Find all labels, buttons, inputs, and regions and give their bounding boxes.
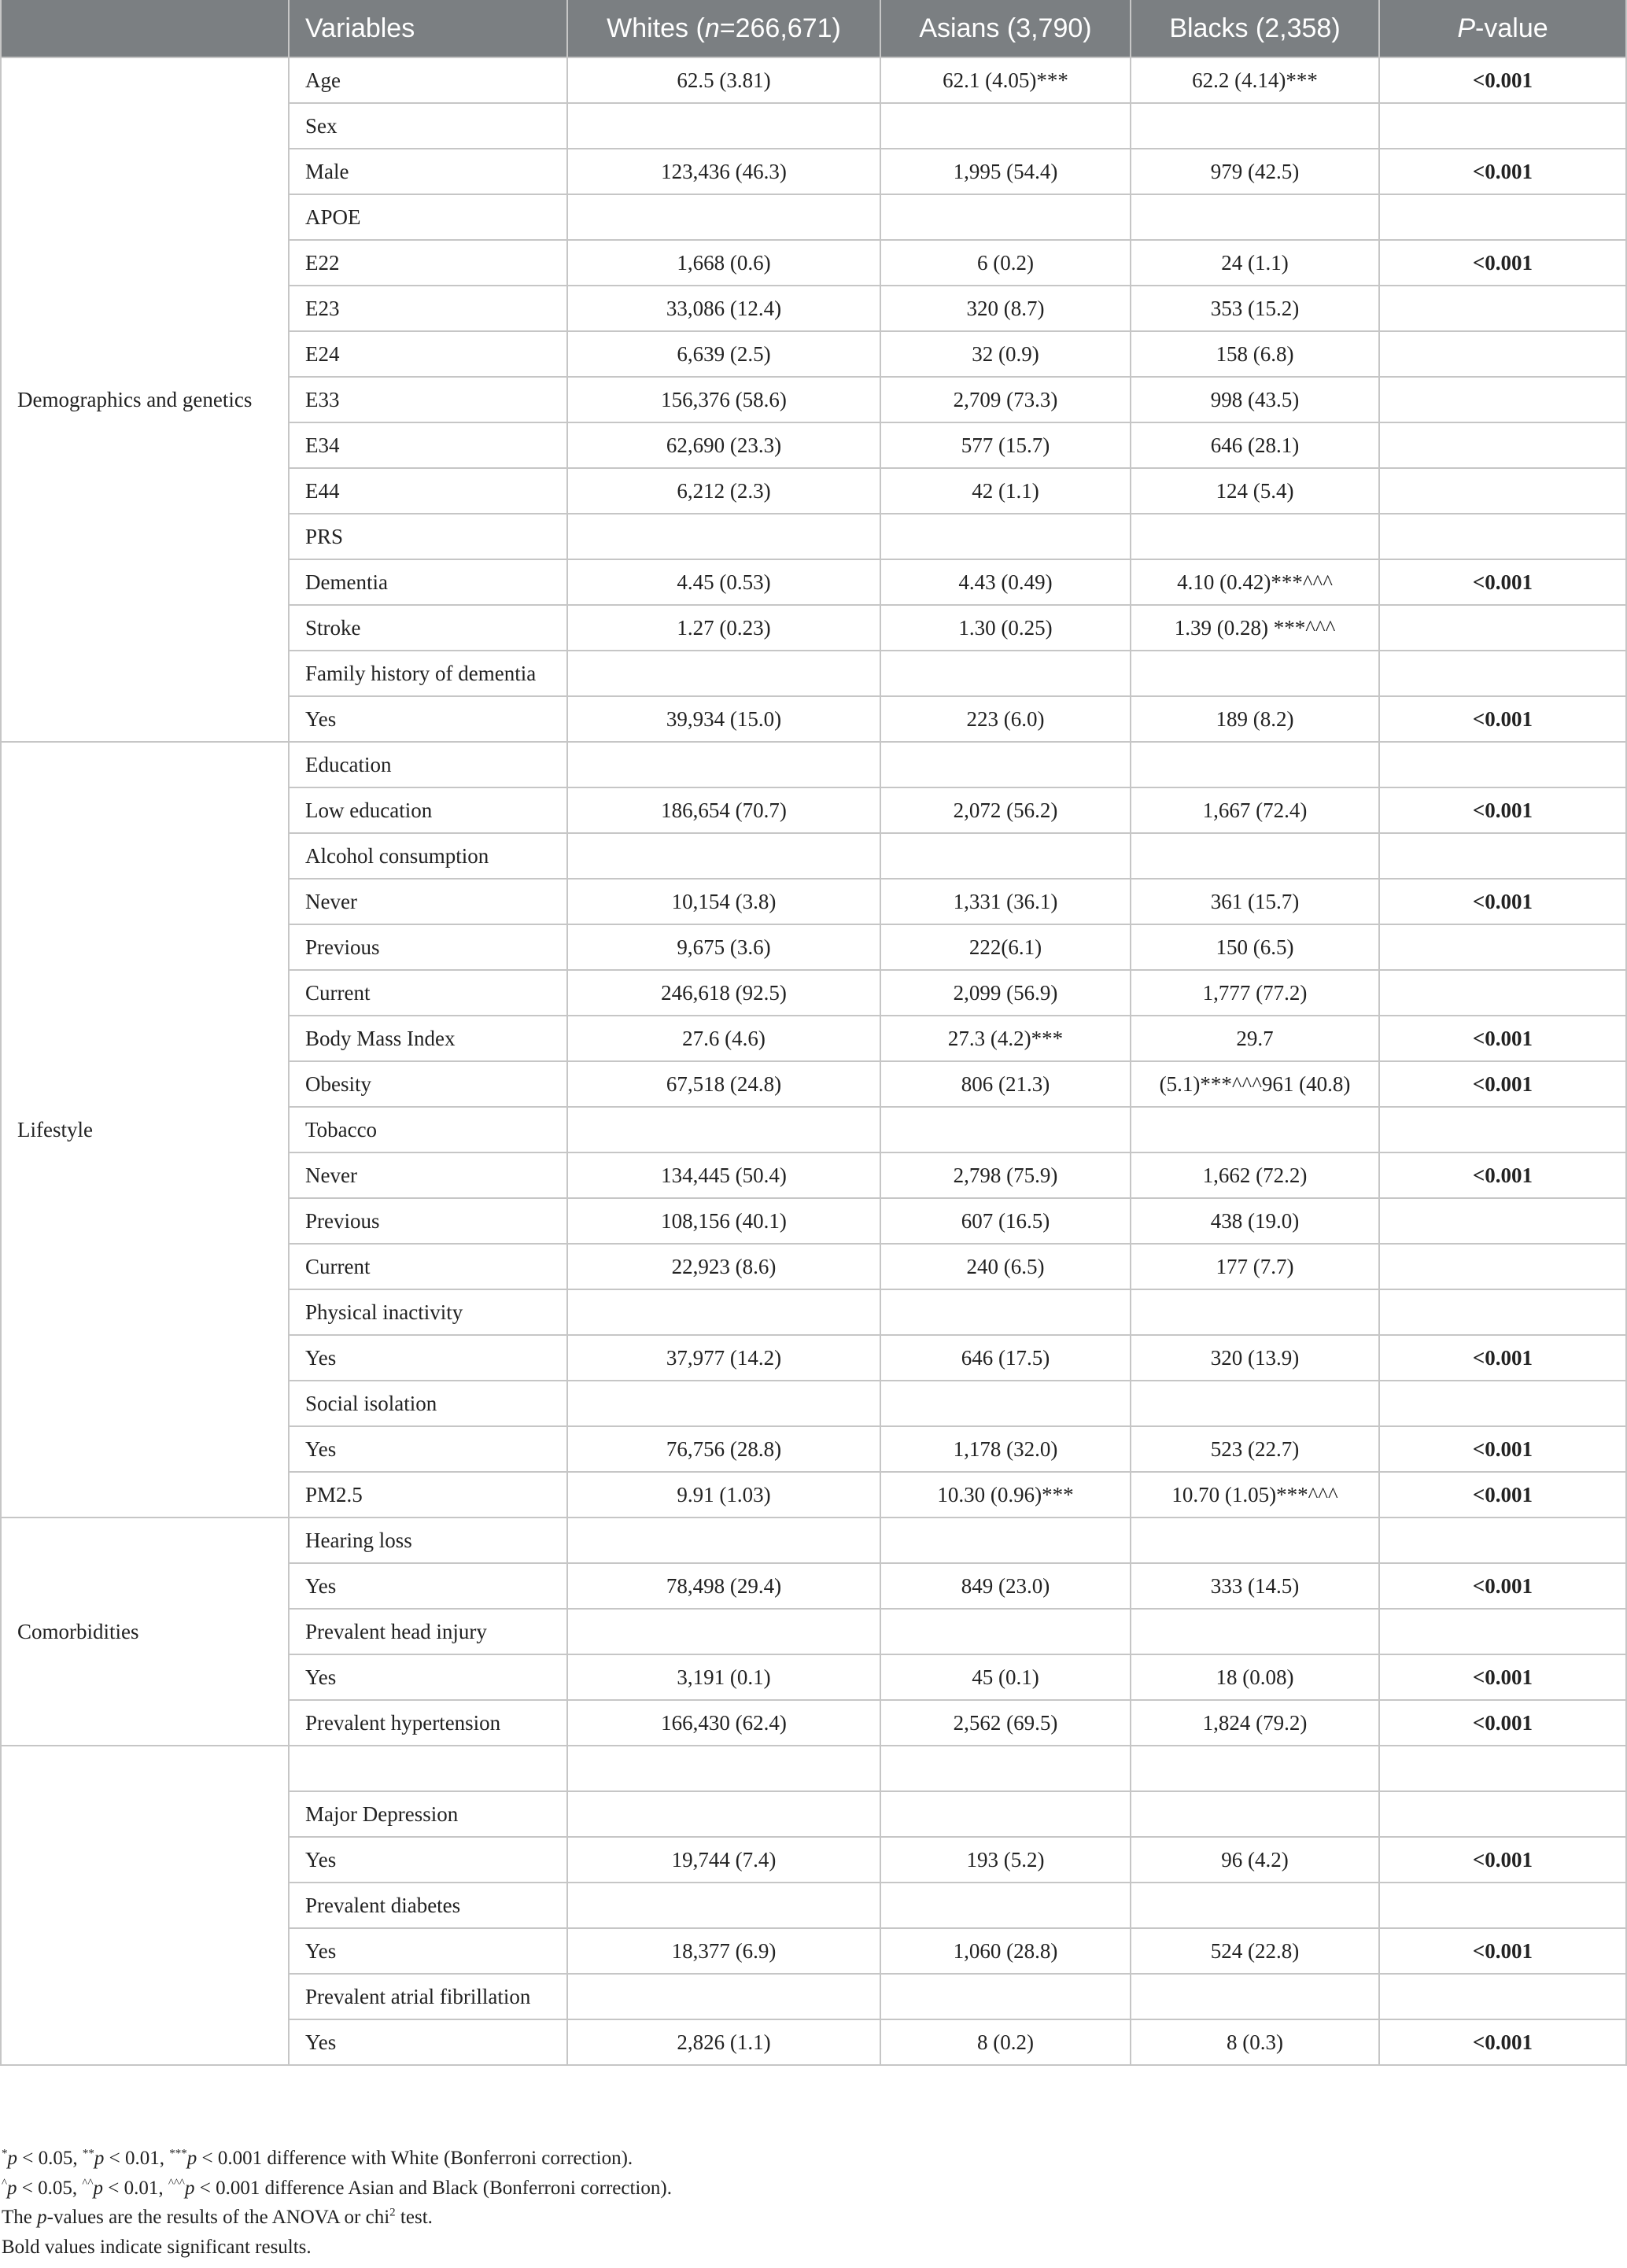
blacks-cell: 361 (15.7) (1131, 879, 1379, 924)
variable-cell: Alcohol consumption (289, 833, 567, 879)
asians-cell (880, 194, 1131, 240)
footnote-p: p (186, 2148, 197, 2169)
p-value-cell: <0.001 (1379, 149, 1626, 194)
asians-cell (880, 103, 1131, 149)
whites-cell: 134,445 (50.4) (567, 1152, 880, 1198)
header-whites-post: =266,671) (719, 13, 841, 43)
variable-cell: Tobacco (289, 1107, 567, 1152)
p-value-cell: <0.001 (1379, 1472, 1626, 1518)
p-value-cell (1379, 1198, 1626, 1244)
footnote-text: < 0.05, (17, 2177, 83, 2199)
asians-cell: 62.1 (4.05)*** (880, 57, 1131, 103)
blacks-cell (1131, 103, 1379, 149)
header-blacks: Blacks (2,358) (1131, 0, 1379, 57)
variable-cell: Male (289, 149, 567, 194)
asians-cell: 193 (5.2) (880, 1837, 1131, 1883)
asians-cell: 4.43 (0.49) (880, 559, 1131, 605)
footnotes (2, 2144, 672, 2262)
whites-cell (567, 1518, 880, 1563)
blacks-cell: 353 (15.2) (1131, 286, 1379, 331)
p-value-cell (1379, 1518, 1626, 1563)
asians-cell: 2,099 (56.9) (880, 970, 1131, 1016)
whites-cell: 2,826 (1.1) (567, 2019, 880, 2065)
blacks-cell: 523 (22.7) (1131, 1426, 1379, 1472)
table-row (1, 742, 1626, 787)
whites-cell: 9.91 (1.03) (567, 1472, 880, 1518)
header-asians: Asians (3,790) (880, 0, 1131, 57)
whites-cell (567, 1883, 880, 1928)
blacks-cell (1131, 1289, 1379, 1335)
whites-cell: 246,618 (92.5) (567, 970, 880, 1016)
whites-cell: 39,934 (15.0) (567, 696, 880, 742)
footnote-text: < 0.01, (104, 2148, 170, 2169)
variable-cell: E24 (289, 331, 567, 377)
header-p-value (1379, 0, 1626, 57)
asians-cell (880, 1791, 1131, 1837)
header-whites-pre: Whites ( (607, 13, 705, 43)
p-value-cell (1379, 468, 1626, 514)
p-value-cell: <0.001 (1379, 1563, 1626, 1609)
footnote-text: The (2, 2207, 38, 2228)
variable-cell: Prevalent diabetes (289, 1883, 567, 1928)
whites-cell (567, 1107, 880, 1152)
asians-cell (880, 1381, 1131, 1426)
p-value-cell: <0.001 (1379, 2019, 1626, 2065)
p-value-cell (1379, 422, 1626, 468)
variable-cell: Yes (289, 1335, 567, 1381)
variable-cell: Current (289, 970, 567, 1016)
group-label: Comorbidities (1, 1518, 289, 1746)
asians-cell: 223 (6.0) (880, 696, 1131, 742)
whites-cell (567, 1609, 880, 1654)
variable-cell (289, 1746, 567, 1791)
variable-cell: Physical inactivity (289, 1289, 567, 1335)
footnote-caret-2: ^^ (82, 2177, 94, 2190)
variable-cell: Education (289, 742, 567, 787)
blacks-cell: 124 (5.4) (1131, 468, 1379, 514)
blacks-cell: 29.7 (1131, 1016, 1379, 1061)
blacks-cell: 62.2 (4.14)*** (1131, 57, 1379, 103)
blacks-cell: 1.39 (0.28) ***^^^ (1131, 605, 1379, 651)
p-value-cell (1379, 1883, 1626, 1928)
footnote-star-1: * (2, 2147, 8, 2160)
asians-cell: 32 (0.9) (880, 331, 1131, 377)
p-value-cell: <0.001 (1379, 696, 1626, 742)
asians-cell: 45 (0.1) (880, 1654, 1131, 1700)
asians-cell (880, 514, 1131, 559)
footnote-star-2: ** (82, 2147, 94, 2160)
footnote-p: p (184, 2177, 195, 2199)
blacks-cell: 1,667 (72.4) (1131, 787, 1379, 833)
whites-cell: 62.5 (3.81) (567, 57, 880, 103)
variable-cell: Never (289, 879, 567, 924)
p-value-cell (1379, 651, 1626, 696)
footnote-line-3 (2, 2203, 672, 2233)
p-value-cell (1379, 742, 1626, 787)
table-row (1, 1518, 1626, 1563)
asians-cell (880, 1883, 1131, 1928)
variable-cell: Family history of dementia (289, 651, 567, 696)
whites-cell (567, 1289, 880, 1335)
whites-cell: 6,639 (2.5) (567, 331, 880, 377)
whites-cell (567, 1791, 880, 1837)
p-value-cell (1379, 1244, 1626, 1289)
asians-cell (880, 1289, 1131, 1335)
group-label (1, 1746, 289, 2065)
asians-cell (880, 742, 1131, 787)
variable-cell: Previous (289, 924, 567, 970)
header-whites (567, 0, 880, 57)
variable-cell: Yes (289, 1654, 567, 1700)
whites-cell: 76,756 (28.8) (567, 1426, 880, 1472)
asians-cell (880, 833, 1131, 879)
blacks-cell: 1,824 (79.2) (1131, 1700, 1379, 1746)
whites-cell: 37,977 (14.2) (567, 1335, 880, 1381)
asians-cell: 222(6.1) (880, 924, 1131, 970)
footnote-text: < 0.05, (17, 2148, 83, 2169)
p-value-cell: <0.001 (1379, 1335, 1626, 1381)
asians-cell (880, 1107, 1131, 1152)
footnote-line-4: Bold values indicate significant results. (2, 2236, 312, 2258)
asians-cell: 607 (16.5) (880, 1198, 1131, 1244)
whites-cell (567, 1746, 880, 1791)
variable-cell: Prevalent atrial fibrillation (289, 1974, 567, 2019)
asians-cell: 1,995 (54.4) (880, 149, 1131, 194)
header-p-rest: -value (1475, 13, 1548, 43)
footnote-caret-3: ^^^ (168, 2177, 185, 2190)
table-row (1, 1746, 1626, 1791)
footnote-text: test. (395, 2207, 433, 2228)
asians-cell: 240 (6.5) (880, 1244, 1131, 1289)
asians-cell: 42 (1.1) (880, 468, 1131, 514)
blacks-cell: 10.70 (1.05)***^^^ (1131, 1472, 1379, 1518)
variable-cell: E33 (289, 377, 567, 422)
p-value-cell: <0.001 (1379, 787, 1626, 833)
asians-cell: 646 (17.5) (880, 1335, 1131, 1381)
blacks-cell (1131, 742, 1379, 787)
asians-cell: 577 (15.7) (880, 422, 1131, 468)
asians-cell: 2,562 (69.5) (880, 1700, 1131, 1746)
whites-cell: 67,518 (24.8) (567, 1061, 880, 1107)
variable-cell: Never (289, 1152, 567, 1198)
blacks-cell (1131, 1107, 1379, 1152)
p-value-cell (1379, 970, 1626, 1016)
whites-cell: 62,690 (23.3) (567, 422, 880, 468)
p-value-cell: <0.001 (1379, 57, 1626, 103)
asians-cell: 1,178 (32.0) (880, 1426, 1131, 1472)
asians-cell: 10.30 (0.96)*** (880, 1472, 1131, 1518)
variable-cell: Social isolation (289, 1381, 567, 1426)
blacks-cell: 979 (42.5) (1131, 149, 1379, 194)
blacks-cell: 177 (7.7) (1131, 1244, 1379, 1289)
whites-cell: 78,498 (29.4) (567, 1563, 880, 1609)
asians-cell: 8 (0.2) (880, 2019, 1131, 2065)
asians-cell: 849 (23.0) (880, 1563, 1131, 1609)
p-value-cell: <0.001 (1379, 1654, 1626, 1700)
p-value-cell (1379, 331, 1626, 377)
asians-cell: 1,060 (28.8) (880, 1928, 1131, 1974)
p-value-cell (1379, 1746, 1626, 1791)
asians-cell (880, 1518, 1131, 1563)
blacks-cell: 18 (0.08) (1131, 1654, 1379, 1700)
p-value-cell (1379, 1289, 1626, 1335)
p-value-cell: <0.001 (1379, 1061, 1626, 1107)
table-row (1, 57, 1626, 103)
footnote-p: p (93, 2177, 103, 2199)
blacks-cell: 646 (28.1) (1131, 422, 1379, 468)
asians-cell: 2,709 (73.3) (880, 377, 1131, 422)
blacks-cell (1131, 1883, 1379, 1928)
p-value-cell: <0.001 (1379, 1837, 1626, 1883)
asians-cell: 6 (0.2) (880, 240, 1131, 286)
variable-cell: E23 (289, 286, 567, 331)
blacks-cell (1131, 194, 1379, 240)
whites-cell: 19,744 (7.4) (567, 1837, 880, 1883)
footnote-text: -values are the results of the ANOVA or chi (46, 2207, 390, 2228)
blacks-cell: 438 (19.0) (1131, 1198, 1379, 1244)
footnote-p: p (7, 2148, 17, 2169)
p-value-cell (1379, 194, 1626, 240)
blacks-cell: 998 (43.5) (1131, 377, 1379, 422)
variable-cell: Prevalent head injury (289, 1609, 567, 1654)
variable-cell: PRS (289, 514, 567, 559)
whites-cell (567, 194, 880, 240)
blacks-cell: 24 (1.1) (1131, 240, 1379, 286)
variable-cell: Age (289, 57, 567, 103)
whites-cell: 3,191 (0.1) (567, 1654, 880, 1700)
blacks-cell (1131, 1746, 1379, 1791)
footnote-superscript: 2 (389, 2206, 396, 2219)
variable-cell: Current (289, 1244, 567, 1289)
variable-cell: Yes (289, 1837, 567, 1883)
footnote-star-3: *** (169, 2147, 187, 2160)
blacks-cell (1131, 1518, 1379, 1563)
variable-cell: Yes (289, 1426, 567, 1472)
p-value-cell: <0.001 (1379, 1152, 1626, 1198)
footnote-line-2 (2, 2174, 672, 2203)
footnote-p: p (7, 2177, 17, 2199)
blacks-cell: 1,662 (72.2) (1131, 1152, 1379, 1198)
asians-cell: 806 (21.3) (880, 1061, 1131, 1107)
p-value-cell: <0.001 (1379, 1700, 1626, 1746)
p-value-cell: <0.001 (1379, 879, 1626, 924)
footnote-p: p (37, 2207, 47, 2228)
variable-cell: Dementia (289, 559, 567, 605)
asians-cell: 320 (8.7) (880, 286, 1131, 331)
whites-cell (567, 514, 880, 559)
asians-cell: 27.3 (4.2)*** (880, 1016, 1131, 1061)
p-value-cell (1379, 286, 1626, 331)
asians-cell (880, 1746, 1131, 1791)
variable-cell: Yes (289, 1563, 567, 1609)
footnote-text: < 0.001 difference Asian and Black (Bonferroni correction). (194, 2177, 672, 2199)
whites-cell (567, 103, 880, 149)
blacks-cell (1131, 1609, 1379, 1654)
whites-cell: 1.27 (0.23) (567, 605, 880, 651)
blacks-cell: 333 (14.5) (1131, 1563, 1379, 1609)
variable-cell: PM2.5 (289, 1472, 567, 1518)
blacks-cell: 1,777 (77.2) (1131, 970, 1379, 1016)
asians-cell (880, 651, 1131, 696)
whites-cell (567, 1974, 880, 2019)
p-value-cell: <0.001 (1379, 1016, 1626, 1061)
variable-cell: APOE (289, 194, 567, 240)
blacks-cell: 320 (13.9) (1131, 1335, 1379, 1381)
whites-cell: 156,376 (58.6) (567, 377, 880, 422)
blacks-cell: 150 (6.5) (1131, 924, 1379, 970)
whites-cell (567, 651, 880, 696)
variable-cell: Hearing loss (289, 1518, 567, 1563)
group-label: Demographics and genetics (1, 57, 289, 742)
variable-cell: Major Depression (289, 1791, 567, 1837)
whites-cell (567, 1381, 880, 1426)
whites-cell: 123,436 (46.3) (567, 149, 880, 194)
table-body (1, 57, 1626, 2065)
asians-cell: 2,798 (75.9) (880, 1152, 1131, 1198)
variable-cell: E44 (289, 468, 567, 514)
blacks-cell (1131, 1791, 1379, 1837)
variable-cell: Prevalent hypertension (289, 1700, 567, 1746)
variable-cell: Obesity (289, 1061, 567, 1107)
blacks-cell: 4.10 (0.42)***^^^ (1131, 559, 1379, 605)
p-value-cell: <0.001 (1379, 1426, 1626, 1472)
variable-cell: Previous (289, 1198, 567, 1244)
whites-cell: 166,430 (62.4) (567, 1700, 880, 1746)
blacks-cell (1131, 1974, 1379, 2019)
p-value-cell (1379, 103, 1626, 149)
p-value-cell (1379, 605, 1626, 651)
whites-cell: 33,086 (12.4) (567, 286, 880, 331)
p-value-cell: <0.001 (1379, 240, 1626, 286)
blacks-cell: 189 (8.2) (1131, 696, 1379, 742)
whites-cell: 1,668 (0.6) (567, 240, 880, 286)
p-value-cell (1379, 1609, 1626, 1654)
footnote-p: p (94, 2148, 105, 2169)
blacks-cell: 524 (22.8) (1131, 1928, 1379, 1974)
p-value-cell (1379, 1791, 1626, 1837)
header-whites-n: n (704, 13, 720, 43)
asians-cell (880, 1609, 1131, 1654)
blacks-cell (1131, 833, 1379, 879)
blacks-cell: 8 (0.3) (1131, 2019, 1379, 2065)
variable-cell: Yes (289, 1928, 567, 1974)
variable-cell: Body Mass Index (289, 1016, 567, 1061)
p-value-cell (1379, 514, 1626, 559)
whites-cell: 22,923 (8.6) (567, 1244, 880, 1289)
asians-cell: 1,331 (36.1) (880, 879, 1131, 924)
whites-cell: 9,675 (3.6) (567, 924, 880, 970)
header-spacer (1, 0, 289, 57)
variable-cell: Low education (289, 787, 567, 833)
whites-cell: 27.6 (4.6) (567, 1016, 880, 1061)
blacks-cell: 96 (4.2) (1131, 1837, 1379, 1883)
asians-cell (880, 1974, 1131, 2019)
variable-cell: Stroke (289, 605, 567, 651)
asians-cell: 2,072 (56.2) (880, 787, 1131, 833)
whites-cell (567, 742, 880, 787)
blacks-cell: 158 (6.8) (1131, 331, 1379, 377)
variable-cell: E22 (289, 240, 567, 286)
header-variables: Variables (289, 0, 567, 57)
variable-cell: Yes (289, 2019, 567, 2065)
whites-cell: 186,654 (70.7) (567, 787, 880, 833)
footnote-caret-1: ^ (2, 2177, 8, 2190)
footnote-text: < 0.01, (102, 2177, 168, 2199)
blacks-cell (1131, 514, 1379, 559)
asians-cell: 1.30 (0.25) (880, 605, 1131, 651)
whites-cell (567, 833, 880, 879)
blacks-cell (1131, 1381, 1379, 1426)
whites-cell: 10,154 (3.8) (567, 879, 880, 924)
p-value-cell (1379, 1974, 1626, 2019)
p-value-cell: <0.001 (1379, 1928, 1626, 1974)
variable-cell: Yes (289, 696, 567, 742)
header-p-italic: P (1457, 13, 1476, 43)
footnote-text: < 0.001 difference with White (Bonferroni correction). (197, 2148, 633, 2169)
table-header (1, 0, 1626, 57)
p-value-cell (1379, 1107, 1626, 1152)
whites-cell: 18,377 (6.9) (567, 1928, 880, 1974)
whites-cell: 108,156 (40.1) (567, 1198, 880, 1244)
variable-cell: Sex (289, 103, 567, 149)
p-value-cell (1379, 924, 1626, 970)
group-label: Lifestyle (1, 742, 289, 1518)
footnote-line-1 (2, 2144, 672, 2174)
p-value-cell (1379, 1381, 1626, 1426)
blacks-cell: (5.1)***^^^961 (40.8) (1131, 1061, 1379, 1107)
p-value-cell: <0.001 (1379, 559, 1626, 605)
p-value-cell (1379, 833, 1626, 879)
p-value-cell (1379, 377, 1626, 422)
variable-cell: E34 (289, 422, 567, 468)
whites-cell: 4.45 (0.53) (567, 559, 880, 605)
whites-cell: 6,212 (2.3) (567, 468, 880, 514)
blacks-cell (1131, 651, 1379, 696)
